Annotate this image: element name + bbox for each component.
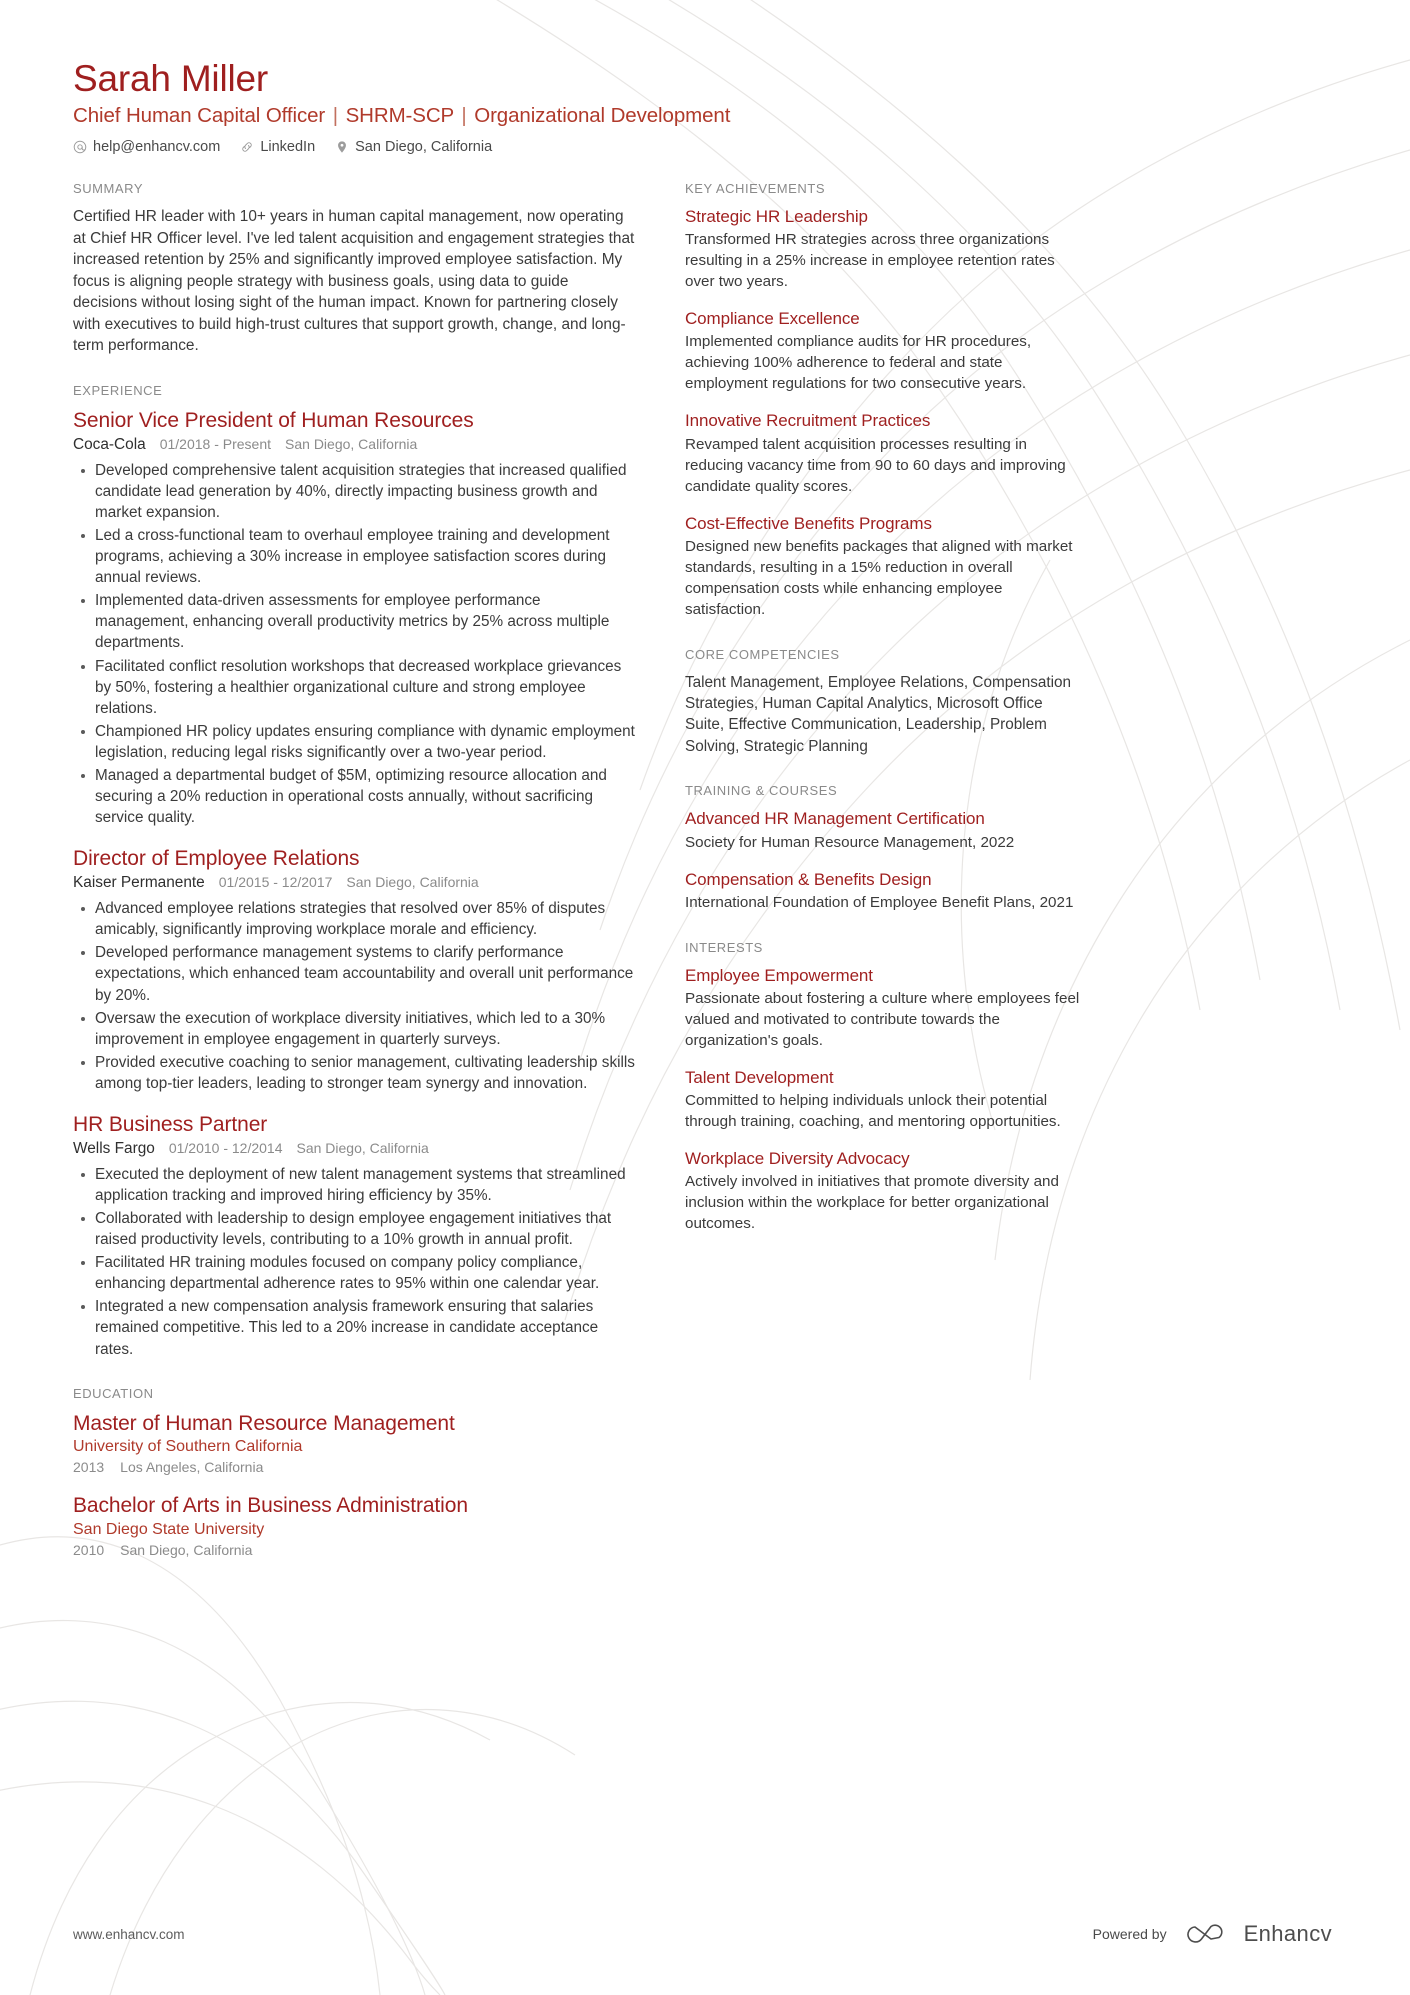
headline-separator-1: | xyxy=(332,104,338,128)
achievement-description: Transformed HR strategies across three organizations resulting in a 25% increase in employee retention rates over two years. xyxy=(685,231,1055,291)
interest-item xyxy=(685,965,1085,1052)
interest-item xyxy=(685,1067,1085,1133)
footer-website-url[interactable]: www.enhancv.com xyxy=(73,1926,185,1942)
interest-description: Passionate about fostering a culture where employees feel valued and motivated to contribute towards the organization's goals. xyxy=(685,989,1080,1049)
contact-linkedin[interactable] xyxy=(240,139,315,155)
education-degree: Bachelor of Arts in Business Administration xyxy=(73,1494,468,1518)
headline-part-1: Chief Human Capital Officer xyxy=(73,104,326,128)
location-pin-icon xyxy=(335,140,349,154)
job-company: Coca-Cola xyxy=(73,435,146,453)
job-meta xyxy=(73,874,635,892)
section-summary xyxy=(73,181,635,357)
section-key-achievements xyxy=(685,181,1085,621)
job-bullets xyxy=(73,460,635,829)
page-footer xyxy=(0,1919,1410,1949)
education-school: San Diego State University xyxy=(73,1520,265,1538)
interest-description: Committed to helping individuals unlock their potential through training, coaching, and mentoring opportunities. xyxy=(685,1092,1061,1131)
education-school: University of Southern California xyxy=(73,1438,303,1456)
achievement-description: Designed new benefits packages that aligned with market standards, resulting in a 15% reduction in overall compensation costs while enhancing employee satisfaction. xyxy=(685,537,1073,618)
core-competencies-section-title: CORE COMPETENCIES xyxy=(685,646,840,662)
section-training-courses xyxy=(685,783,1085,913)
job-bullet: Advanced employee relations strategies that resolved over 85% of disputes amicably, significantly improving workplace morale and efficiency. xyxy=(95,898,635,940)
resume-header xyxy=(73,58,1332,155)
job-bullet: Facilitated conflict resolution workshops that decreased workplace grievances by 50%, fostering a healthier organizational culture and strong employee relations. xyxy=(95,656,635,719)
job-bullet: Implemented data-driven assessments for employee performance management, enhancing overall productivity metrics by 25% across multiple departments. xyxy=(95,590,635,653)
course-subtitle: Society for Human Resource Management, 2022 xyxy=(685,833,1015,851)
education-degree: Master of Human Resource Management xyxy=(73,1411,455,1435)
interest-item xyxy=(685,1148,1085,1235)
interest-title: Workplace Diversity Advocacy xyxy=(685,1149,910,1169)
job-title: Director of Employee Relations xyxy=(73,847,360,871)
interest-title: Talent Development xyxy=(685,1067,834,1087)
achievement-item xyxy=(685,513,1085,621)
enhancv-logo xyxy=(1181,1919,1332,1949)
at-icon xyxy=(73,140,87,154)
contact-email[interactable] xyxy=(73,139,220,155)
link-icon xyxy=(240,140,254,154)
achievement-title: Compliance Excellence xyxy=(685,309,860,329)
course-title: Advanced HR Management Certification xyxy=(685,809,985,829)
education-meta xyxy=(73,1459,635,1475)
job-bullet: Facilitated HR training modules focused on company policy compliance, enhancing departmental adherence rates to 95% within one calendar year. xyxy=(95,1252,635,1294)
contact-email-label: help@enhancv.com xyxy=(93,139,221,156)
experience-entry xyxy=(73,408,635,828)
job-bullet: Provided executive coaching to senior management, cultivating leadership skills among top-tier leaders, leading to stronger team synergy and innovation. xyxy=(95,1052,635,1094)
education-section-title: EDUCATION xyxy=(73,1385,154,1401)
education-year: 2013 xyxy=(73,1459,105,1476)
section-education xyxy=(73,1386,635,1558)
job-bullet: Collaborated with leadership to design employee engagement initiatives that raised productivity levels, contributing to a 10% growth in annual profit. xyxy=(95,1208,635,1250)
achievement-description: Revamped talent acquisition processes resulting in reducing vacancy time from 90 to 60 days and improving candidate quality scores. xyxy=(685,435,1066,495)
education-entry xyxy=(73,1411,635,1476)
job-meta xyxy=(73,436,635,454)
job-title: Senior Vice President of Human Resources xyxy=(73,409,474,432)
job-dates: 01/2015 - 12/2017 xyxy=(218,874,333,891)
headline-separator-2: | xyxy=(461,104,467,128)
education-year: 2010 xyxy=(73,1541,105,1558)
section-interests xyxy=(685,940,1085,1236)
job-company: Kaiser Permanente xyxy=(73,874,205,892)
interest-title: Employee Empowerment xyxy=(685,965,873,985)
job-bullet: Led a cross-functional team to overhaul employee training and development programs, achieving a 30% increase in employee satisfaction scores during annual reviews. xyxy=(95,525,635,588)
achievement-title: Innovative Recruitment Practices xyxy=(685,411,931,431)
contact-location xyxy=(335,139,492,155)
job-dates: 01/2018 - Present xyxy=(159,435,272,452)
enhancv-brand-name: Enhancv xyxy=(1243,1921,1332,1946)
job-title: HR Business Partner xyxy=(73,1113,268,1137)
resume-body-columns xyxy=(73,181,1332,1584)
interest-description: Actively involved in initiatives that promote diversity and inclusion within the workplace for better organizational outcomes. xyxy=(685,1173,1059,1233)
course-title: Compensation & Benefits Design xyxy=(685,869,932,889)
job-location: San Diego, California xyxy=(296,1139,429,1156)
education-location: San Diego, California xyxy=(120,1541,253,1558)
job-bullet: Developed comprehensive talent acquisition strategies that increased qualified candidate lead generation by 40%, directly impacting business growth and market expansion. xyxy=(95,460,635,523)
contact-row xyxy=(73,139,1332,155)
achievement-title: Cost-Effective Benefits Programs xyxy=(685,513,932,533)
interests-section-title: INTERESTS xyxy=(685,939,763,955)
footer-brand xyxy=(1093,1919,1332,1949)
experience-section-title: EXPERIENCE xyxy=(73,383,163,398)
education-entry xyxy=(73,1493,635,1558)
job-company: Wells Fargo xyxy=(73,1139,155,1157)
job-location: San Diego, California xyxy=(285,435,418,452)
course-item xyxy=(685,869,1085,914)
job-bullets xyxy=(73,898,635,1094)
section-experience xyxy=(73,383,635,1360)
headline-part-2: SHRM-SCP xyxy=(345,104,454,128)
experience-entry xyxy=(73,846,635,1094)
job-bullet: Executed the deployment of new talent management systems that streamlined application tracking and improved hiring efficiency by 35%. xyxy=(95,1164,635,1206)
education-location: Los Angeles, California xyxy=(120,1459,264,1476)
job-bullet: Oversaw the execution of workplace diversity initiatives, which led to a 30% improvement in employee engagement in quarterly surveys. xyxy=(95,1008,635,1050)
key-achievements-section-title: KEY ACHIEVEMENTS xyxy=(685,181,826,197)
achievement-item xyxy=(685,410,1085,497)
candidate-name: Sarah Miller xyxy=(73,58,268,99)
job-location: San Diego, California xyxy=(346,874,479,891)
right-column xyxy=(685,181,1085,1584)
achievement-description: Implemented compliance audits for HR procedures, achieving 100% adherence to federal and state employment regulations for two consecutive years. xyxy=(685,333,1032,393)
job-meta xyxy=(73,1140,635,1158)
powered-by-label: Powered by xyxy=(1092,1926,1167,1942)
candidate-headline xyxy=(73,103,1332,129)
core-competencies-text: Talent Management, Employee Relations, Compensation Strategies, Human Capital Analytics, Microsoft Office Suite, Effective Communication, Leadership, Problem Solving, Strategic Planning xyxy=(685,673,1072,755)
job-bullet: Developed performance management systems to clarify performance expectations, which enhanced team accountability and overall unit performance by 20%. xyxy=(95,942,635,1005)
job-dates: 01/2010 - 12/2014 xyxy=(168,1139,283,1156)
achievement-item xyxy=(685,206,1085,293)
course-subtitle: International Foundation of Employee Benefit Plans, 2021 xyxy=(685,893,1074,911)
job-bullet: Integrated a new compensation analysis framework ensuring that salaries remained competitive. This led to a 20% increase in candidate acceptance rates. xyxy=(95,1296,635,1359)
summary-text: Certified HR leader with 10+ years in human capital management, now operating at Chief HR Officer level. I've led talent acquisition and engagement strategies that increased retention by 25% and significantly improved employee satisfaction. My focus is aligning people strategy with business goals, using data to guide decisions without losing sight of the human impact. Known for partnering closely with executives to build high-trust cultures that support growth, change, and long-term performance. xyxy=(73,208,635,355)
summary-section-title: SUMMARY xyxy=(73,181,144,197)
enhancv-mark-icon xyxy=(1181,1919,1235,1949)
headline-part-3: Organizational Development xyxy=(474,104,731,128)
left-column xyxy=(73,181,663,1584)
job-bullets xyxy=(73,1164,635,1360)
contact-linkedin-label: LinkedIn xyxy=(260,139,316,156)
course-item xyxy=(685,808,1085,853)
achievement-title: Strategic HR Leadership xyxy=(685,207,868,227)
job-bullet: Managed a departmental budget of $5M, optimizing resource allocation and securing a 20% reduction in operational costs annually, without sacrificing service quality. xyxy=(95,765,635,828)
achievement-item xyxy=(685,308,1085,395)
education-meta xyxy=(73,1542,635,1558)
training-courses-section-title: TRAINING & COURSES xyxy=(685,783,838,799)
job-bullet: Championed HR policy updates ensuring compliance with dynamic employment legislation, reducing legal risks significantly over a two-year period. xyxy=(95,721,635,763)
contact-location-label: San Diego, California xyxy=(355,139,493,156)
section-core-competencies xyxy=(685,647,1085,758)
experience-entry xyxy=(73,1112,635,1360)
